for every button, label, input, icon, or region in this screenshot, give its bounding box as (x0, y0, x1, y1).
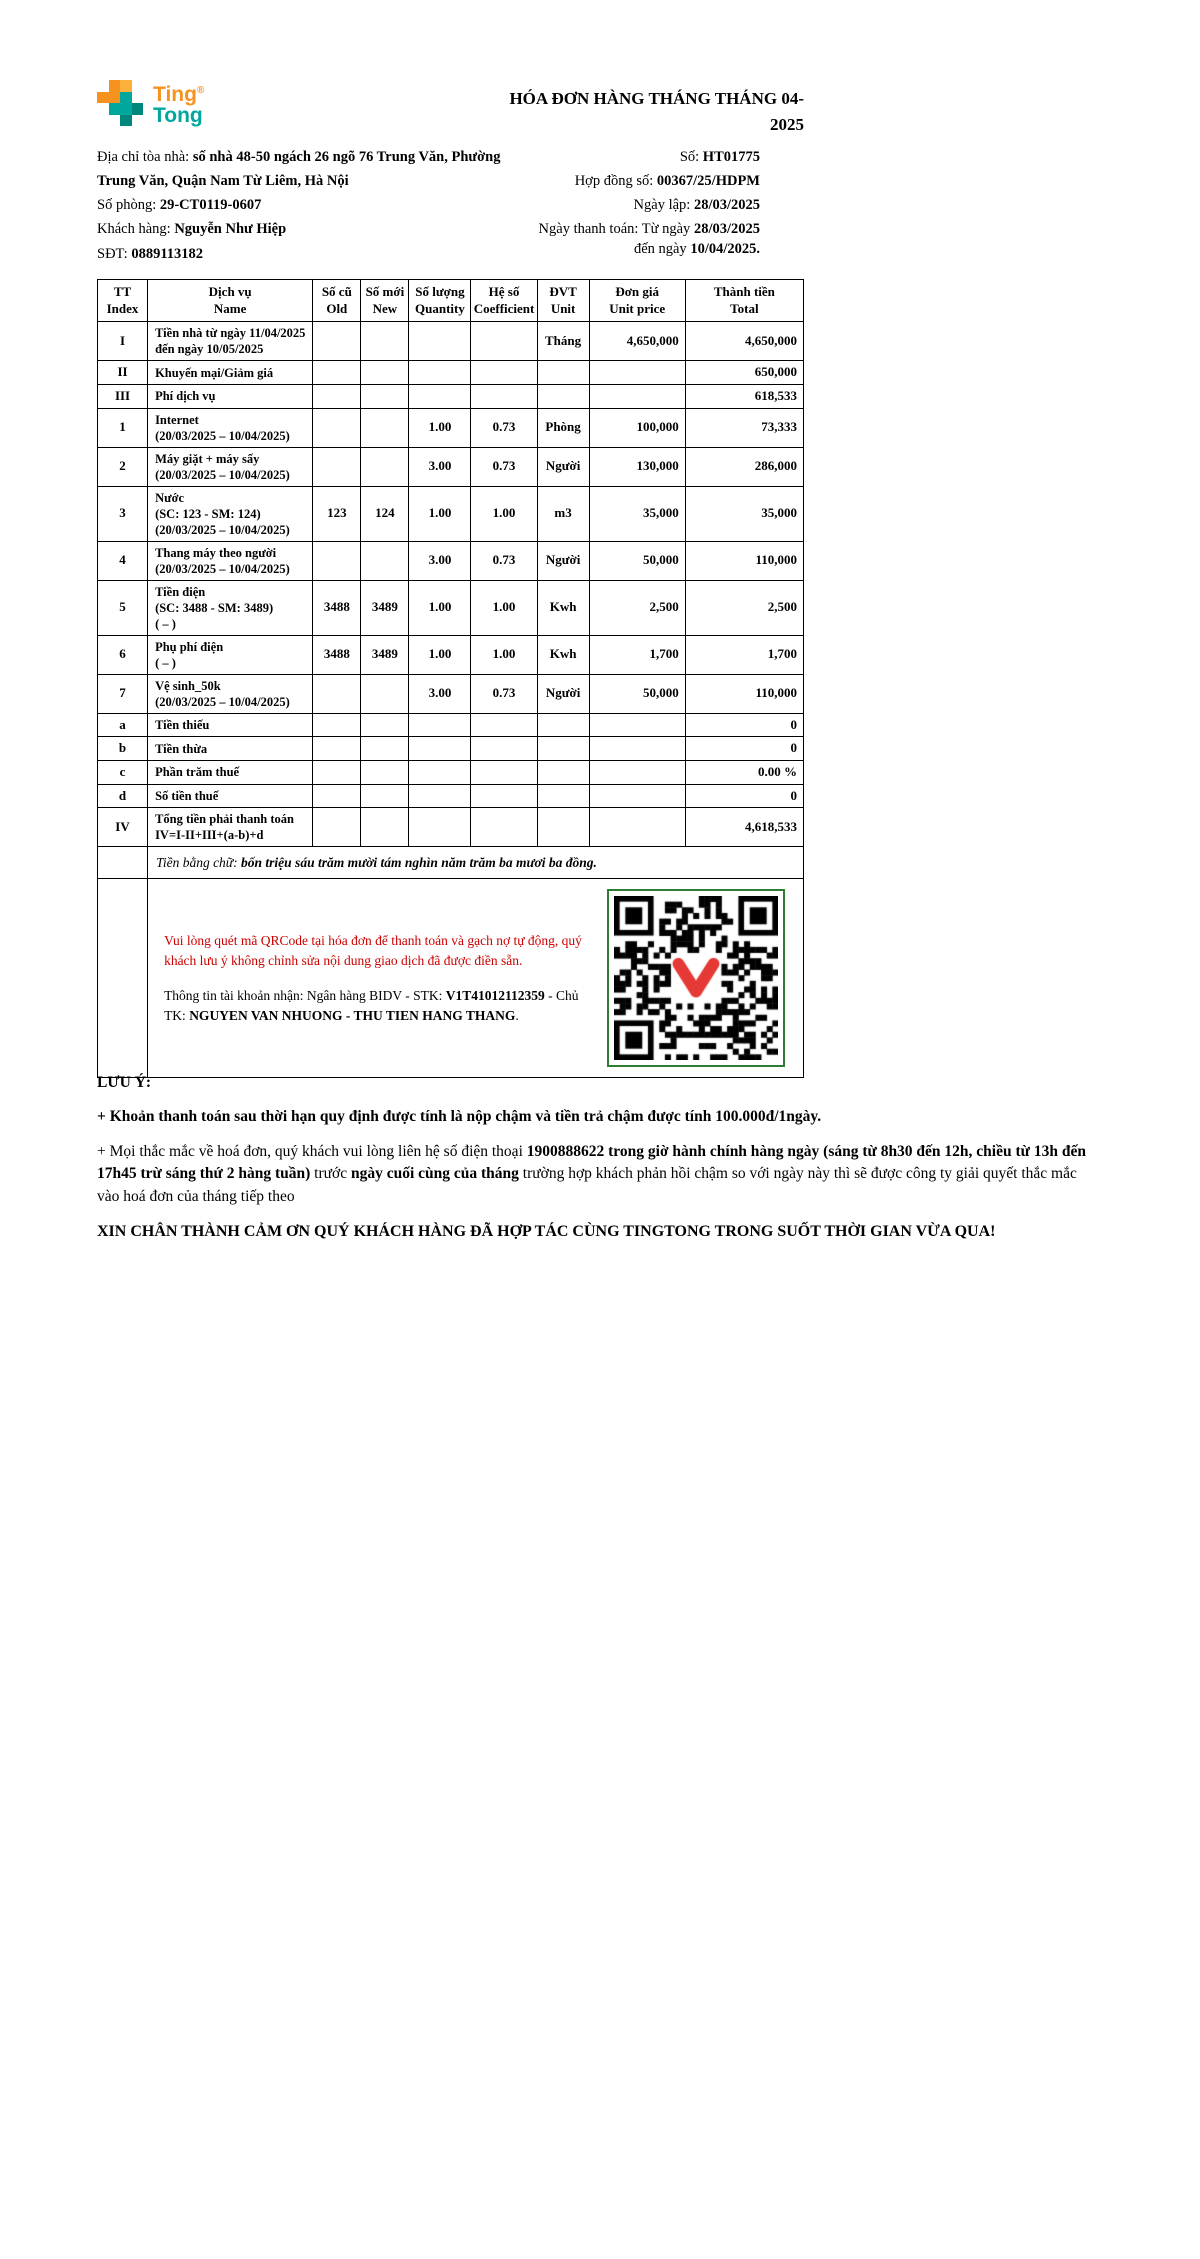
cell-new-reading (361, 737, 409, 761)
qr-payment-notice: Vui lòng quét mã QRCode tại hóa đơn để thanh toán và gạch nợ tự động, quý khách lưu ý không chỉnh sửa nội dung giao dịch đã được điền sẵn. (164, 933, 582, 968)
cell-new-reading (361, 408, 409, 447)
cell-total: 1,700 (685, 635, 803, 674)
cell-coefficient (471, 808, 537, 847)
cell-unit-price (589, 361, 685, 385)
cell-unit: m3 (537, 486, 589, 541)
invoice-body (97, 80, 804, 1078)
cell-unit-price (589, 784, 685, 808)
cell-service-name: Tiền thiếu (148, 713, 313, 737)
cell-quantity (409, 737, 471, 761)
cell-unit-price: 2,500 (589, 580, 685, 635)
cell-coefficient (471, 737, 537, 761)
cell-new-reading (361, 385, 409, 409)
cell-service-name: Tiền điện (SC: 3488 - SM: 3489) ( – ) (148, 580, 313, 635)
cell-new-reading: 3489 (361, 635, 409, 674)
cell-new-reading (361, 808, 409, 847)
col-header-unit-price: Đơn giá Unit price (589, 279, 685, 322)
invoice-notes (97, 1072, 1087, 1256)
cell-unit-price: 35,000 (589, 486, 685, 541)
cell-old-reading (313, 784, 361, 808)
qr-section (148, 879, 804, 1078)
cell-quantity: 3.00 (409, 541, 471, 580)
notes-title: LƯU Ý: (97, 1074, 152, 1091)
cell-unit (537, 808, 589, 847)
cell-total: 35,000 (685, 486, 803, 541)
invoice-row-2 (98, 447, 804, 486)
invoice-row-c (98, 760, 804, 784)
cell-unit: Kwh (537, 580, 589, 635)
cell-quantity (409, 808, 471, 847)
cell-total: 0 (685, 713, 803, 737)
cell-coefficient: 1.00 (471, 486, 537, 541)
cell-coefficient: 1.00 (471, 635, 537, 674)
cell-unit: Phòng (537, 408, 589, 447)
cell-service-name: Khuyến mại/Giảm giá (148, 361, 313, 385)
late-payment-note: + Khoản thanh toán sau thời hạn quy định được tính là nộp chậm và tiền trả chậm được tính 100.000đ/1ngày. (97, 1108, 822, 1126)
cell-index: I (98, 322, 148, 361)
payment-instructions (158, 931, 590, 1025)
building-address-line2: Trung Văn, Quận Nam Từ Liêm, Hà Nội (97, 173, 349, 190)
col-header-quantity: Số lượng Quantity (409, 279, 471, 322)
logo-ting (153, 80, 204, 105)
cell-unit-price: 100,000 (589, 408, 685, 447)
cell-old-reading (313, 385, 361, 409)
contact-note: + Mọi thắc mắc về hoá đơn, quý khách vui lòng liên hệ số điện thoại 1900888622 trong giờ hành chính hàng ngày (sáng từ 8h30 đến 12h, chiều từ 13h đến 17h45 trừ sáng thứ 2 hàng tuần) trước ngày cuối cùng của tháng trường hợp khách phản hồi chậm so với ngày này thì sẽ được công ty giải quyết thắc mắc vào hoá đơn của tháng tiếp theo (97, 1142, 1086, 1205)
cell-unit (537, 784, 589, 808)
cell-unit: Người (537, 541, 589, 580)
cell-unit (537, 385, 589, 409)
cell-old-reading (313, 541, 361, 580)
cell-old-reading (313, 674, 361, 713)
contract-number: Hợp đồng số: 00367/25/HDPM (574, 173, 760, 190)
payment-period: Ngày thanh toán: Từ ngày 28/03/2025 đến ngày 10/04/2025. (538, 221, 760, 257)
cell-index: 5 (98, 580, 148, 635)
cell-unit: Kwh (537, 635, 589, 674)
cell-index: d (98, 784, 148, 808)
cell-new-reading (361, 322, 409, 361)
cell-new-reading (361, 541, 409, 580)
cell-quantity: 3.00 (409, 447, 471, 486)
logo-tong: Tong (153, 104, 203, 127)
col-header-coefficient: Hệ số Coefficient (471, 279, 537, 322)
cell-quantity (409, 713, 471, 737)
cell-unit: Người (537, 674, 589, 713)
cell-quantity: 1.00 (409, 635, 471, 674)
col-header-index: TT Index (98, 279, 148, 322)
cell-new-reading (361, 674, 409, 713)
cell-old-reading (313, 760, 361, 784)
hotline-number: 1900888622 trong giờ hành chính hàng ngày (sáng từ 8h30 đến 12h, chiều từ 13h đến 17h45 trừ sáng thứ 2 hàng tuần) (97, 1142, 1086, 1183)
cell-old-reading: 3488 (313, 580, 361, 635)
cell-new-reading (361, 447, 409, 486)
cell-empty (98, 879, 148, 1078)
cell-service-name: Vệ sinh_50k (20/03/2025 – 10/04/2025) (148, 674, 313, 713)
cell-unit-price (589, 808, 685, 847)
cell-new-reading (361, 760, 409, 784)
cell-old-reading (313, 447, 361, 486)
invoice-row-1 (98, 408, 804, 447)
cell-quantity: 3.00 (409, 674, 471, 713)
cell-old-reading: 123 (313, 486, 361, 541)
amount-in-words-row (98, 847, 804, 879)
cell-quantity: 1.00 (409, 486, 471, 541)
logo-ting-word: Ting (153, 83, 197, 106)
cell-service-name: Phần trăm thuế (148, 760, 313, 784)
cell-index: 7 (98, 674, 148, 713)
cell-index: 4 (98, 541, 148, 580)
cell-old-reading (313, 322, 361, 361)
cell-new-reading (361, 361, 409, 385)
cell-old-reading: 3488 (313, 635, 361, 674)
registered-mark: ® (196, 85, 205, 96)
cell-index: III (98, 385, 148, 409)
invoice-row-II (98, 361, 804, 385)
cell-service-name: Phụ phí điện ( – ) (148, 635, 313, 674)
cell-unit-price (589, 713, 685, 737)
cell-unit: Tháng (537, 322, 589, 361)
deadline-text: ngày cuối cùng của tháng (350, 1165, 519, 1183)
invoice-row-d (98, 784, 804, 808)
room-number: Số phòng: 29-CT0119-0607 (97, 197, 262, 214)
cell-quantity: 1.00 (409, 408, 471, 447)
invoice-table-body (98, 322, 804, 847)
cell-coefficient: 0.73 (471, 674, 537, 713)
cell-coefficient (471, 784, 537, 808)
cell-total: 73,333 (685, 408, 803, 447)
cell-service-name: Internet (20/03/2025 – 10/04/2025) (148, 408, 313, 447)
customer-phone: SĐT: 0889113182 (97, 245, 204, 262)
cell-unit-price: 50,000 (589, 674, 685, 713)
cell-total: 0 (685, 784, 803, 808)
cell-total: 0 (685, 737, 803, 761)
cell-new-reading (361, 784, 409, 808)
invoice-row-3 (98, 486, 804, 541)
cell-quantity (409, 361, 471, 385)
thank-you-message: XIN CHÂN THÀNH CẢM ƠN QUÝ KHÁCH HÀNG ĐÃ HỢP TÁC CÙNG TINGTONG TRONG SUỐT THỜI GIAN VỪA QUA! (97, 1223, 996, 1241)
issue-date: Ngày lập: 28/03/2025 (633, 197, 760, 214)
qr-row (98, 879, 804, 1078)
amount-in-words (148, 847, 804, 879)
cell-quantity (409, 784, 471, 808)
cell-service-name: Số tiền thuế (148, 784, 313, 808)
building-address-line1: Địa chỉ tòa nhà: số nhà 48-50 ngách 26 ngõ 76 Trung Văn, Phường (97, 149, 501, 165)
cell-unit-price: 1,700 (589, 635, 685, 674)
cell-index: II (98, 361, 148, 385)
amount-in-words-value: bốn triệu sáu trăm mười tám nghìn năm trăm ba mươi ba đồng. (241, 855, 597, 871)
cell-index: 3 (98, 486, 148, 541)
cell-unit-price (589, 760, 685, 784)
cell-total: 2,500 (685, 580, 803, 635)
cell-quantity (409, 322, 471, 361)
invoice-info (97, 148, 804, 269)
invoice-row-7 (98, 674, 804, 713)
cell-old-reading (313, 361, 361, 385)
cell-old-reading (313, 808, 361, 847)
bank-account-info: Thông tin tài khoản nhận: Ngân hàng BIDV - STK: V1T41012112359 - Chủ TK: NGUYEN VAN NHUONG - THU TIEN HANG THANG. (164, 988, 579, 1023)
cell-unit-price (589, 385, 685, 409)
cell-service-name: Tiền nhà từ ngày 11/04/2025 đến ngày 10/05/2025 (148, 322, 313, 361)
cell-coefficient: 0.73 (471, 408, 537, 447)
col-header-old: Số cũ Old (313, 279, 361, 322)
amount-in-words-label: Tiền bằng chữ: (156, 855, 242, 871)
cell-service-name: Nước (SC: 123 - SM: 124) (20/03/2025 – 10/04/2025) (148, 486, 313, 541)
cell-total: 618,533 (685, 385, 803, 409)
invoice-row-4 (98, 541, 804, 580)
cell-index: c (98, 760, 148, 784)
cell-quantity (409, 385, 471, 409)
customer-name: Khách hàng: Nguyễn Như Hiệp (97, 221, 287, 238)
cell-index: b (98, 737, 148, 761)
invoice-row-5 (98, 580, 804, 635)
building-customer-info (97, 148, 527, 269)
col-header-service: Dịch vụ Name (148, 279, 313, 322)
invoice-table (97, 279, 804, 1079)
cell-unit (537, 760, 589, 784)
cell-unit: Người (537, 447, 589, 486)
invoice-row-a (98, 713, 804, 737)
invoice-header (97, 80, 804, 136)
cell-total: 4,650,000 (685, 322, 803, 361)
cell-index: a (98, 713, 148, 737)
cell-index: 1 (98, 408, 148, 447)
qr-code (614, 896, 778, 1060)
cell-coefficient: 0.73 (471, 447, 537, 486)
cell-new-reading: 124 (361, 486, 409, 541)
cell-unit-price (589, 737, 685, 761)
cell-index: 6 (98, 635, 148, 674)
cell-index: IV (98, 808, 148, 847)
tingtong-logo-icon (97, 80, 143, 126)
cell-coefficient (471, 385, 537, 409)
cell-coefficient (471, 760, 537, 784)
cell-coefficient: 0.73 (471, 541, 537, 580)
cell-total: 0.00 % (685, 760, 803, 784)
cell-unit-price: 130,000 (589, 447, 685, 486)
col-header-new: Số mới New (361, 279, 409, 322)
cell-coefficient (471, 713, 537, 737)
invoice-row-6 (98, 635, 804, 674)
cell-old-reading (313, 713, 361, 737)
cell-unit (537, 361, 589, 385)
cell-old-reading (313, 408, 361, 447)
cell-total: 4,618,533 (685, 808, 803, 847)
invoice-row-I (98, 322, 804, 361)
cell-total: 110,000 (685, 541, 803, 580)
cell-coefficient (471, 322, 537, 361)
table-header-row (98, 279, 804, 322)
cell-service-name: Máy giặt + máy sấy (20/03/2025 – 10/04/2025) (148, 447, 313, 486)
cell-service-name: Thang máy theo người (20/03/2025 – 10/04/2025) (148, 541, 313, 580)
cell-unit (537, 737, 589, 761)
col-header-total: Thành tiền Total (685, 279, 803, 322)
cell-new-reading: 3489 (361, 580, 409, 635)
account-holder: NGUYEN VAN NHUONG - THU TIEN HANG THANG (189, 1007, 516, 1023)
invoice-row-IV (98, 808, 804, 847)
tingtong-logo-text (153, 80, 204, 126)
cell-coefficient: 1.00 (471, 580, 537, 635)
cell-quantity (409, 760, 471, 784)
invoice-number: Số: HT01775 (679, 149, 760, 165)
cell-unit-price: 4,650,000 (589, 322, 685, 361)
cell-total: 286,000 (685, 447, 803, 486)
cell-unit-price: 50,000 (589, 541, 685, 580)
cell-coefficient (471, 361, 537, 385)
cell-service-name: Phí dịch vụ (148, 385, 313, 409)
account-number: V1T41012112359 (445, 988, 545, 1004)
col-header-unit: ĐVT Unit (537, 279, 589, 322)
invoice-row-III (98, 385, 804, 409)
cell-service-name: Tổng tiền phải thanh toán IV=I-II+III+(a-b)+d (148, 808, 313, 847)
cell-old-reading (313, 737, 361, 761)
cell-total: 110,000 (685, 674, 803, 713)
qr-code-frame (607, 889, 785, 1067)
invoice-meta (527, 148, 804, 269)
cell-empty (98, 847, 148, 879)
cell-total: 650,000 (685, 361, 803, 385)
cell-unit (537, 713, 589, 737)
cell-service-name: Tiền thừa (148, 737, 313, 761)
cell-new-reading (361, 713, 409, 737)
cell-quantity: 1.00 (409, 580, 471, 635)
invoice-title: HÓA ĐƠN HÀNG THÁNG THÁNG 04-2025 (509, 89, 804, 134)
invoice-row-b (98, 737, 804, 761)
cell-index: 2 (98, 447, 148, 486)
